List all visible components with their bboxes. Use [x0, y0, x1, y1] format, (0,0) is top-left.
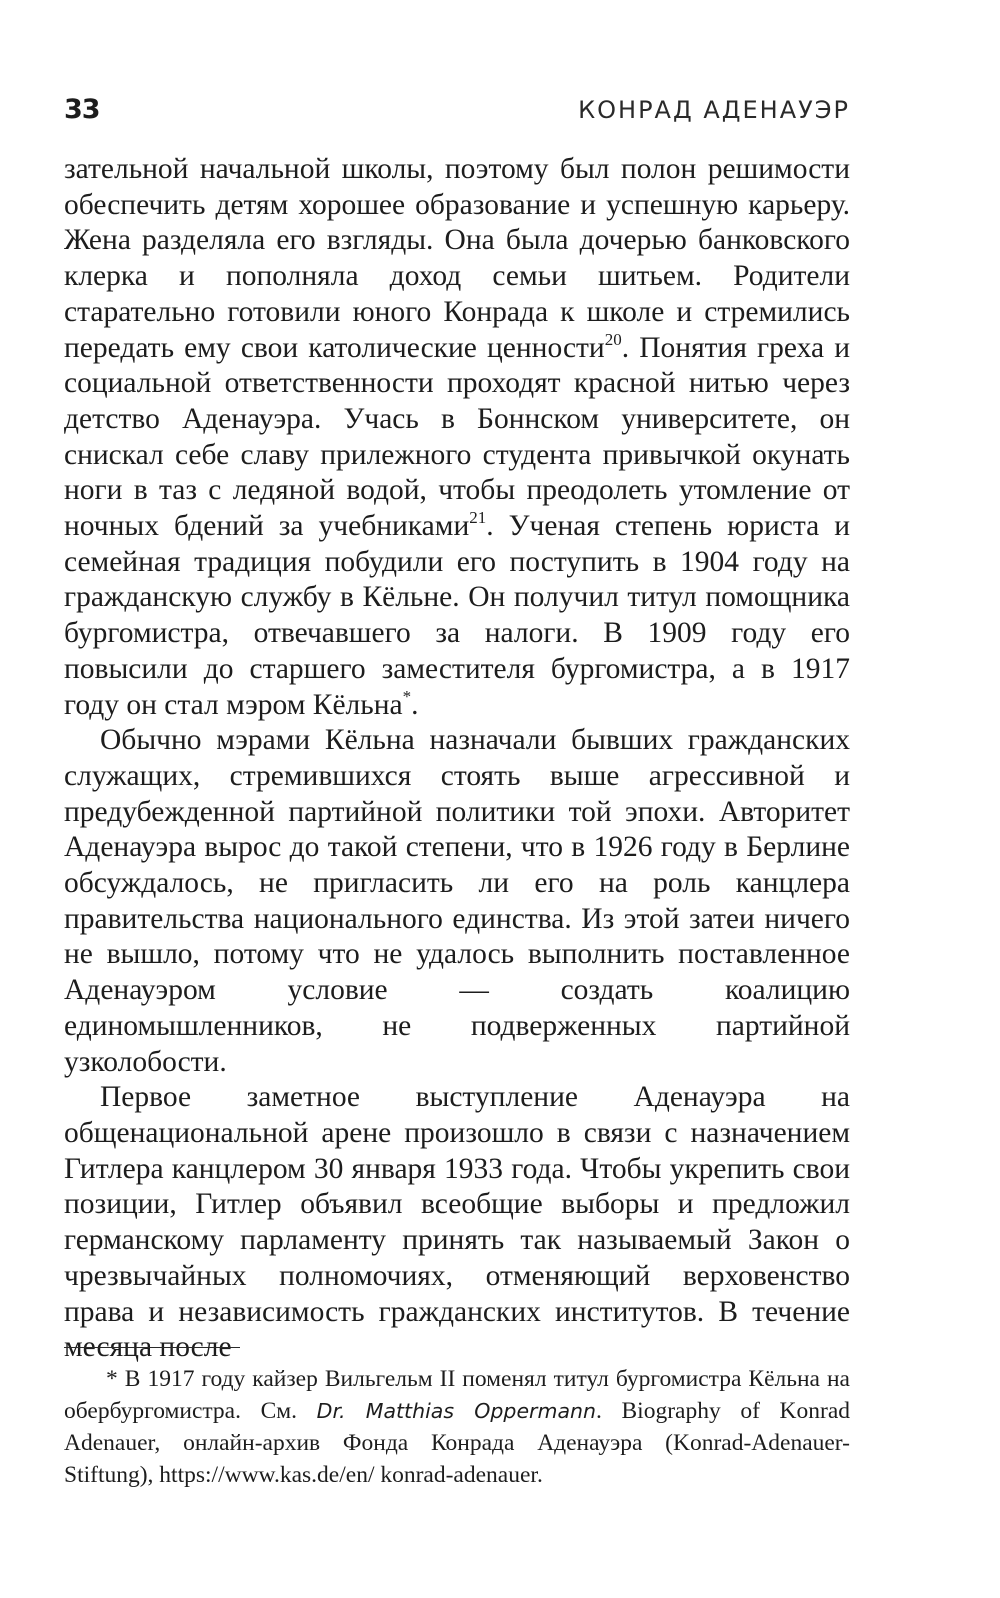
footnote	[64, 1363, 850, 1491]
paragraph-1-text-a: зательной начальной школы, поэтому был полон решимости обеспечить детям хорошее образование и успешную карьеру. Жена разделяла его взгляды. Она была дочерью банковского клерка и пополняла доход семьи шитьем. Родители старательно готовили юного Конрада к школе и стремились передать ему свои католические ценности	[64, 153, 850, 364]
paragraph-1-text-c: . Ученая степень юриста и семейная традиция побудили его поступить в 1904 году на гражданскую службу в Кёльне. Он получил титул помощника бургомистра, отвечавшего за налоги. В 1909 году его повысили до старшего заместителя бургомистра, а в 1917 году он стал мэром Кёльна	[64, 510, 850, 721]
paragraph-3: Первое заметное выступление Аденауэра на общенациональной арене произошло в связи с назначением Гитлера канцлером 30 января 1933 года. Чтобы укрепить свои позиции, Гитлер объявил всеобщие выборы и предложил германскому парламенту принять так называемый Закон о чрезвычайных полномочиях, отменяющий верховенство права и независимость гражданских институтов. В течение месяца после	[64, 1081, 850, 1364]
footnote-text-a: * В 1917 году кайзер Вильгельм II поменял титул бургомистра Кёльна на обербургомистра. См.	[64, 1366, 850, 1424]
footnote-marker: *	[402, 686, 412, 706]
footnote-author: Dr. Matthias Oppermann	[316, 1399, 597, 1423]
body-text	[64, 152, 850, 1366]
paragraph-2: Обычно мэрами Кёльна назначали бывших гражданских служащих, стремившихся стоять выше агрессивной и предубежденной партийной политики той эпохи. Авторитет Аденауэра вырос до такой степени, что в 1926 году в Берлине обсуждалось, не пригласить ли его на роль канцлера правительства национального единства. Из этой затеи ничего не вышло, потому что не удалось выполнить поставленное Аденауэром условие — создать коалицию единомышленников, не подверженных партийной узколобости.	[64, 724, 850, 1078]
running-header	[64, 94, 850, 134]
paragraph-1-text-d: .	[411, 688, 419, 721]
running-title: КОНРАД АДЕНАУЭР	[578, 96, 850, 124]
footnote-text-b: . Biography of Konrad Adenauer, онлайн-архив Фонда Конрада Аденауэра (Konrad-Adenauer-Stiftung), https://www.kas.de/en/ konrad-adenauer.	[64, 1398, 851, 1488]
paragraph-1	[64, 152, 850, 723]
page-number: 33	[64, 94, 100, 125]
endnote-ref-21: 21	[469, 508, 487, 528]
paragraph-1-text-b: . Понятия греха и социальной ответственности проходят красной нитью через детство Аденауэра. Учась в Боннском университете, он снискал себе славу прилежного студента привычкой окунать ноги в таз с ледяной водой, чтобы преодолеть утомление от ночных бдений за учебниками	[64, 331, 850, 543]
endnote-ref-20: 20	[604, 329, 622, 349]
footnote-divider	[64, 1347, 240, 1348]
